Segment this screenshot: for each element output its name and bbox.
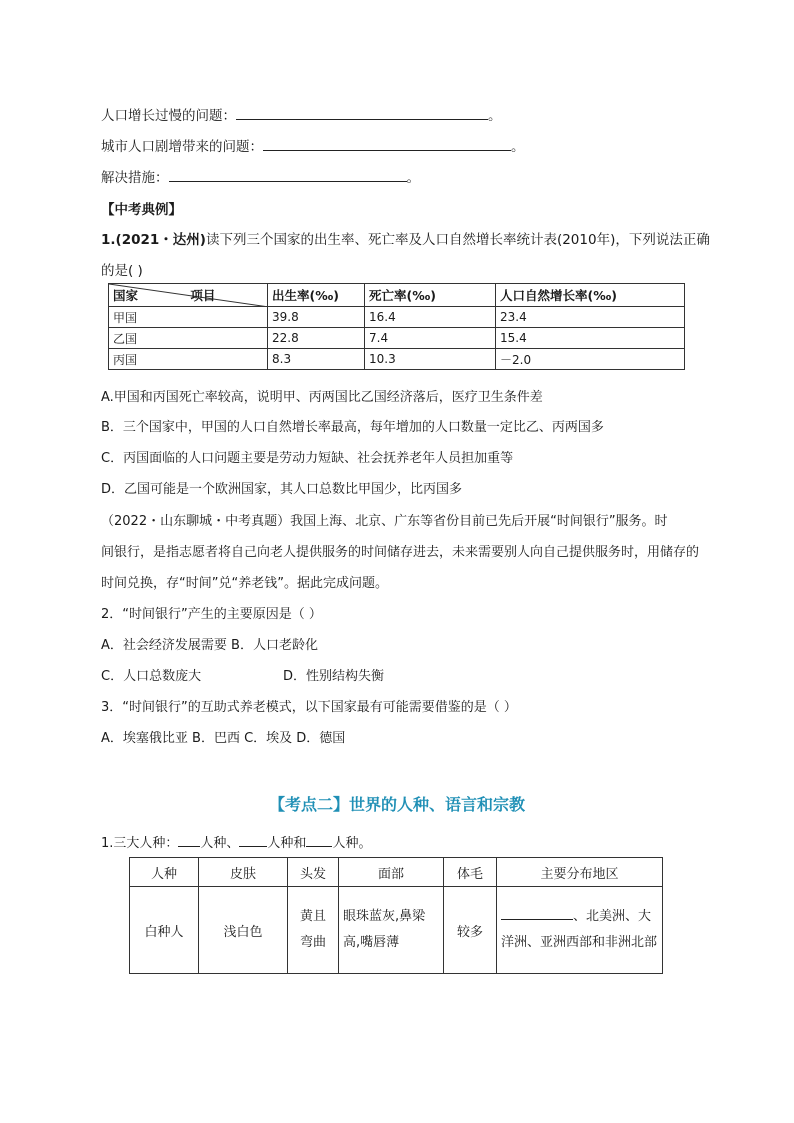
- races-intro: 1.三大人种： 人种、 人种和 人种。: [101, 832, 371, 851]
- header-skin: 皮肤: [199, 858, 288, 887]
- races-table: [129, 857, 663, 974]
- exam-header: 【中考典例】: [101, 202, 182, 218]
- table-row: 乙国 22.8 7.4 15.4: [109, 328, 685, 349]
- q1-option-c: C．丙国面临的人口问题主要是劳动力短缺、社会抚养老年人员担加重等: [101, 451, 514, 466]
- table-row: 白种人 浅白色 黄且 弯曲 眼珠蓝灰,鼻梁高,嘴唇薄 较多 、北美洲、大洋洲、亚洲西部和非洲北部: [130, 887, 663, 974]
- fill-line-2-label: 城市人口剧增带来的问题：: [101, 139, 263, 155]
- answer-blank[interactable]: [178, 832, 200, 847]
- q2-option-c: C．人口总数庞大: [101, 669, 202, 684]
- header-race: 人种: [130, 858, 199, 887]
- q1-option-d: D．乙国可能是一个欧洲国家，其人口总数比甲国少，比丙国多: [101, 482, 463, 497]
- header-body-hair: 体毛: [444, 858, 497, 887]
- answer-blank[interactable]: [501, 905, 573, 920]
- q2-stem: 2．“时间银行”产生的主要原因是（ ）: [101, 607, 322, 622]
- q1-stem-line1: 1.(2021・达州)读下列三个国家的出生率、死亡率及人口自然增长率统计表(2010年)，下列说法正确: [101, 232, 710, 248]
- header-region: 主要分布地区: [497, 858, 663, 887]
- q3-stem: 3．“时间银行”的互助式养老模式，以下国家最有可能需要借鉴的是（ ）: [101, 700, 517, 715]
- header-hair: 头发: [288, 858, 339, 887]
- q2-option-d: D．性别结构失衡: [283, 669, 385, 684]
- header-death-rate: 死亡率(‰): [365, 284, 496, 307]
- q3-options: A．埃塞俄比亚 B．巴西 C．埃及 D．德国: [101, 731, 346, 746]
- answer-blank[interactable]: [169, 167, 407, 182]
- table-corner-cell: 国家 项目: [109, 284, 268, 307]
- table-row: 甲国 39.8 16.4 23.4: [109, 307, 685, 328]
- q1-option-a: A.甲国和丙国死亡率较高，说明甲、丙两国比乙国经济落后，医疗卫生条件差: [101, 390, 543, 405]
- answer-blank[interactable]: [306, 832, 332, 847]
- fill-line-3: 解决措施： 。: [101, 166, 420, 186]
- q1-stem-line2: 的是( ): [101, 263, 143, 279]
- header-birth-rate: 出生率(‰): [268, 284, 365, 307]
- answer-blank[interactable]: [263, 136, 511, 151]
- table-row: 丙国 8.3 10.3 －2.0: [109, 349, 685, 370]
- passage-line-3: 时间兑换，存“时间”兑“养老钱”。据此完成问题。: [101, 576, 388, 591]
- section-title: 【考点二】世界的人种、语言和宗教: [268, 795, 525, 814]
- header-face: 面部: [339, 858, 444, 887]
- fill-line-3-label: 解决措施：: [101, 170, 169, 186]
- fill-line-1: 人口增长过慢的问题： 。: [101, 104, 502, 124]
- fill-line-2: 城市人口剧增带来的问题： 。: [101, 135, 525, 155]
- passage-line-1: （2022・山东聊城・中考真题）我国上海、北京、广东等省份目前已先后开展“时间银行”服务。时: [101, 514, 668, 529]
- q1-option-b: B．三个国家中，甲国的人口自然增长率最高，每年增加的人口数量一定比乙、丙两国多: [101, 420, 604, 435]
- answer-blank[interactable]: [239, 832, 267, 847]
- q1-source: (2021・达州): [115, 232, 206, 248]
- passage-line-2: 间银行，是指志愿者将自己向老人提供服务的时间储存进去，未来需要别人向自己提供服务时，用储存的: [101, 545, 700, 560]
- birth-death-rate-table: [108, 283, 685, 370]
- q2-options-line1: A．社会经济发展需要 B．人口老龄化: [101, 638, 318, 653]
- fill-line-1-label: 人口增长过慢的问题：: [101, 108, 236, 124]
- answer-blank[interactable]: [236, 105, 488, 120]
- header-growth-rate: 人口自然增长率(‰): [496, 284, 685, 307]
